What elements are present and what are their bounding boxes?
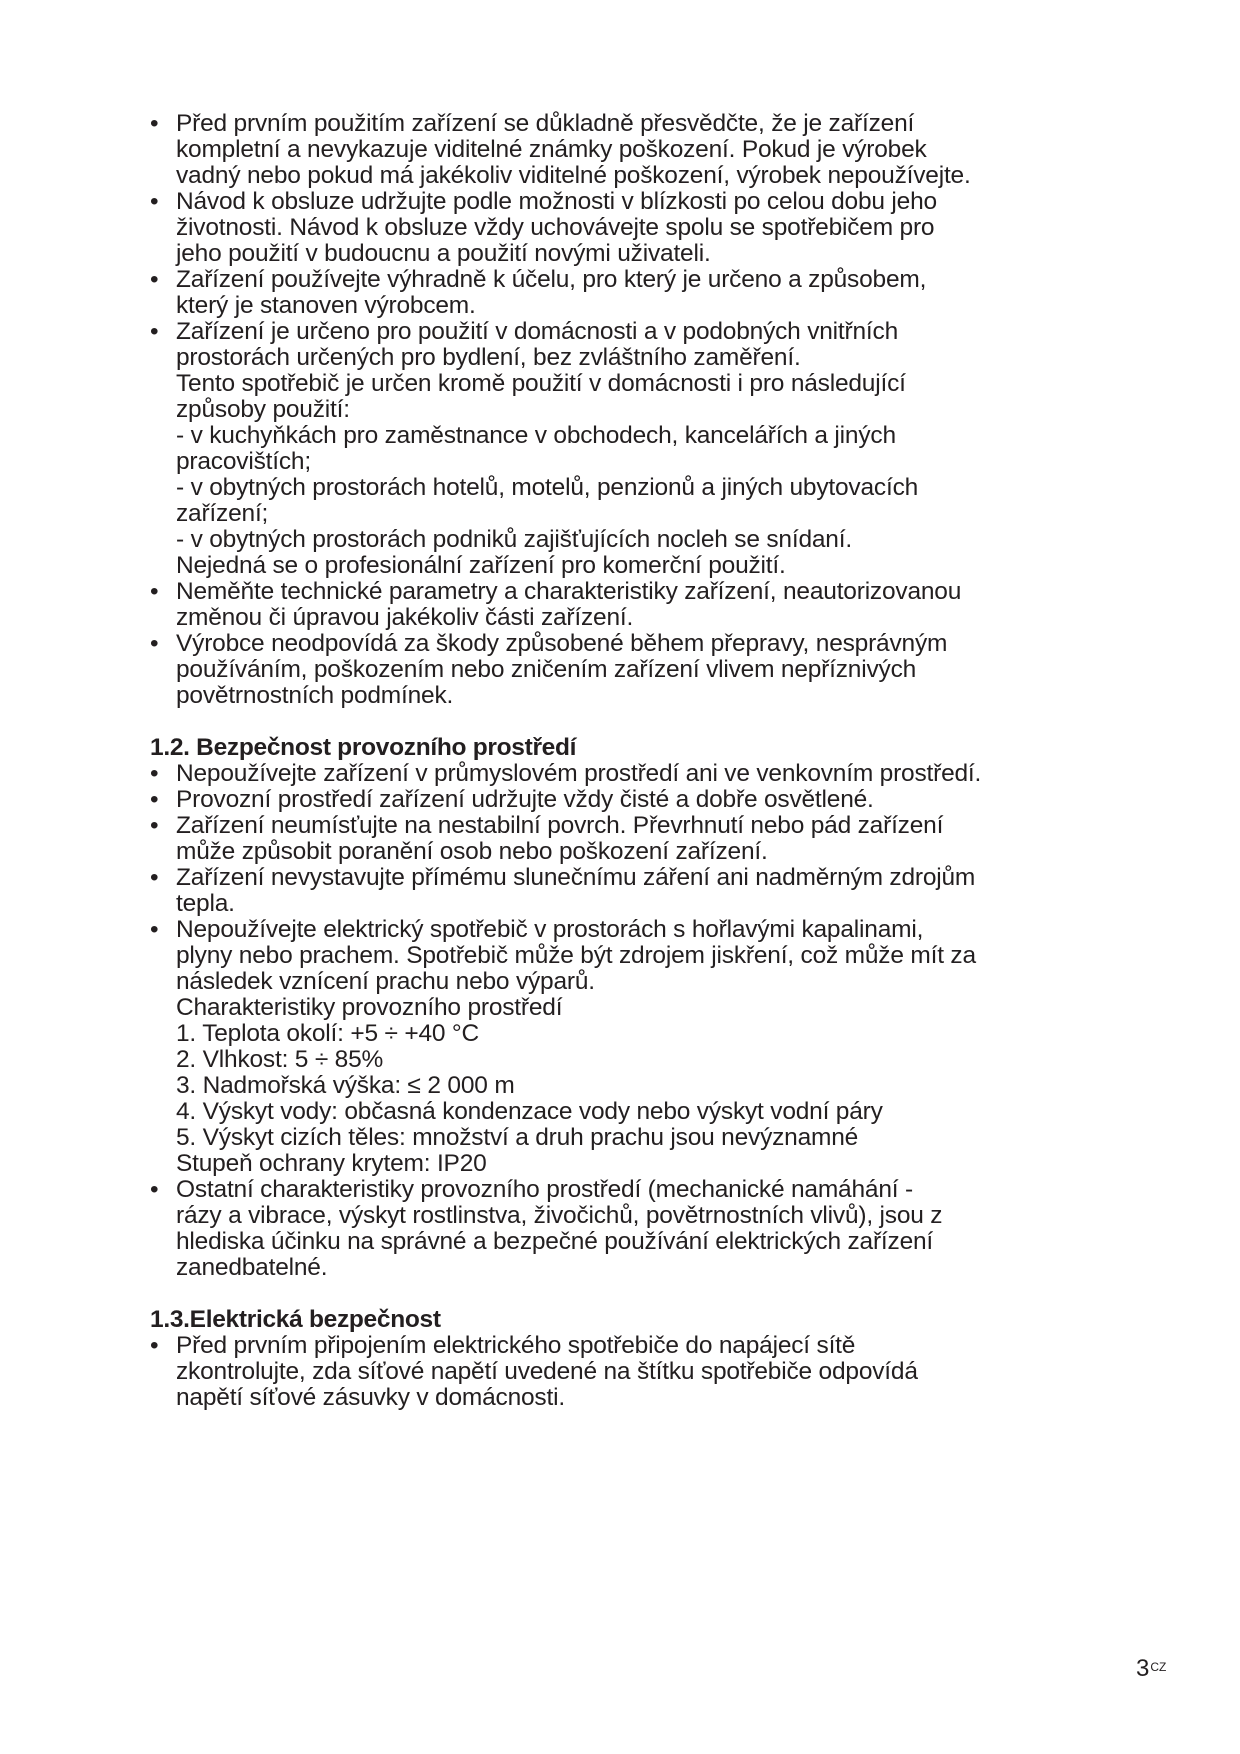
bullet-icon: •: [150, 110, 159, 137]
bullet-icon: •: [150, 1332, 159, 1359]
text-line: Zařízení používejte výhradně k účelu, pro který je určeno a způsobem,: [176, 266, 927, 293]
text-line: Charakteristiky provozního prostředí: [176, 994, 563, 1021]
text-line: Provozní prostředí zařízení udržujte vždy čisté a dobře osvětlené.: [176, 786, 874, 813]
list-item: [150, 865, 1160, 917]
list-item: [150, 813, 1160, 865]
text-line: tepla.: [176, 890, 235, 917]
text-line: Nepoužívejte elektrický spotřebič v prostorách s hořlavými kapalinami,: [176, 916, 924, 943]
text-line: životnosti. Návod k obsluze vždy uchovávejte spolu se spotřebičem pro: [176, 214, 935, 241]
section-spacer: [150, 1281, 1160, 1307]
text-line: Zařízení nevystavujte přímému slunečnímu záření ani nadměrným zdrojům: [176, 864, 976, 891]
text-line: jeho použití v budoucnu a použití novými uživateli.: [176, 240, 711, 267]
text-line: způsoby použití:: [176, 396, 350, 423]
text-line: Zařízení neumísťujte na nestabilní povrch. Převrhnutí nebo pád zařízení: [176, 812, 944, 839]
text-line: změnou či úpravou jakékoliv části zařízení.: [176, 604, 634, 631]
section-spacer: [150, 709, 1160, 735]
text-line: kompletní a nevykazuje viditelné známky poškození. Pokud je výrobek: [176, 136, 927, 163]
spec-temperature: 1. Teplota okolí: +5 ÷ +40 °C: [176, 1020, 480, 1047]
section-heading: 1.2. Bezpečnost provozního prostředí: [150, 734, 577, 761]
list-item: [150, 787, 1160, 813]
text-line: povětrnostních podmínek.: [176, 682, 454, 709]
text-line: rázy a vibrace, výskyt rostlinstva, živočichů, povětrnostních vlivů), jsou z: [176, 1202, 943, 1229]
text-line: napětí síťové zásuvky v domácnosti.: [176, 1384, 565, 1411]
spec-water: 4. Výskyt vody: občasná kondenzace vody nebo výskyt vodní páry: [176, 1098, 883, 1125]
bullet-icon: •: [150, 786, 159, 813]
text-line: následek vznícení prachu nebo výparů.: [176, 968, 595, 995]
bullet-icon: •: [150, 760, 159, 787]
text-line: Návod k obsluze udržujte podle možnosti v blízkosti po celou dobu jeho: [176, 188, 937, 215]
bullet-icon: •: [150, 188, 159, 215]
text-line: zanedbatelné.: [176, 1254, 328, 1281]
text-line: Zařízení je určeno pro použití v domácnosti a v podobných vnitřních: [176, 318, 898, 345]
spec-ip-rating: Stupeň ochrany krytem: IP20: [176, 1150, 487, 1177]
list-item: [150, 267, 1160, 319]
bullet-icon: •: [150, 318, 159, 345]
text-line: - v obytných prostorách podniků zajišťujících nocleh se snídaní.: [176, 526, 852, 553]
text-line: prostorách určených pro bydlení, bez zvláštního zaměření.: [176, 344, 801, 371]
list-item: [150, 319, 1160, 579]
list-item: [150, 917, 1160, 1177]
text-line: Ostatní charakteristiky provozního prostředí (mechanické namáhání -: [176, 1176, 913, 1203]
text-line: zkontrolujte, zda síťové napětí uvedené na štítku spotřebiče odpovídá: [176, 1358, 918, 1385]
spec-foreign-bodies: 5. Výskyt cizích těles: množství a druh prachu jsou nevýznamné: [176, 1124, 859, 1151]
list-item: [150, 579, 1160, 631]
text-line: který je stanoven výrobcem.: [176, 292, 476, 319]
bullet-list: [150, 761, 1160, 1281]
list-item: [150, 1177, 1160, 1281]
bullet-icon: •: [150, 578, 159, 605]
text-line: Tento spotřebič je určen kromě použití v domácnosti i pro následující: [176, 370, 906, 397]
page-number-value: 3: [1136, 1655, 1150, 1682]
text-line: Před prvním připojením elektrického spotřebiče do napájecí sítě: [176, 1332, 856, 1359]
bullet-icon: •: [150, 812, 159, 839]
bullet-icon: •: [150, 864, 159, 891]
text-line: Nejedná se o profesionální zařízení pro komerční použití.: [176, 552, 786, 579]
text-line: Neměňte technické parametry a charakteristiky zařízení, neautorizovanou: [176, 578, 962, 605]
bullet-icon: •: [150, 916, 159, 943]
spec-altitude: 3. Nadmořská výška: ≤ 2 000 m: [176, 1072, 515, 1099]
text-line: může způsobit poranění osob nebo poškození zařízení.: [176, 838, 768, 865]
bullet-list: [150, 111, 1160, 709]
text-line: používáním, poškozením nebo zničením zařízení vlivem nepříznivých: [176, 656, 917, 683]
list-item: [150, 189, 1160, 267]
section-electrical-safety: [150, 1307, 1160, 1411]
bullet-icon: •: [150, 1176, 159, 1203]
list-item: [150, 111, 1160, 189]
text-line: Před prvním použitím zařízení se důkladně přesvědčte, že je zařízení: [176, 110, 915, 137]
text-line: - v kuchyňkách pro zaměstnance v obchodech, kancelářích a jiných: [176, 422, 896, 449]
list-item: [150, 1333, 1160, 1411]
text-line: vadný nebo pokud má jakékoliv viditelné poškození, výrobek nepoužívejte.: [176, 162, 971, 189]
spec-humidity: 2. Vlhkost: 5 ÷ 85%: [176, 1046, 384, 1073]
text-line: Nepoužívejte zařízení v průmyslovém prostředí ani ve venkovním prostředí.: [176, 760, 982, 787]
page-language-code: CZ: [1150, 1660, 1167, 1674]
list-item: [150, 631, 1160, 709]
bullet-list: [150, 1333, 1160, 1411]
text-line: Výrobce neodpovídá za škody způsobené během přepravy, nesprávným: [176, 630, 948, 657]
document-page: [150, 111, 1160, 1411]
list-item: [150, 761, 1160, 787]
section-work-environment-safety: [150, 735, 1160, 1281]
text-line: hlediska účinku na správné a bezpečné používání elektrických zařízení: [176, 1228, 934, 1255]
page-number: [1136, 1656, 1166, 1682]
section-general-safety: [150, 111, 1160, 709]
text-line: zařízení;: [176, 500, 269, 527]
text-line: pracovištích;: [176, 448, 311, 475]
text-line: plyny nebo prachem. Spotřebič může být zdrojem jiskření, což může mít za: [176, 942, 976, 969]
text-line: - v obytných prostorách hotelů, motelů, penzionů a jiných ubytovacích: [176, 474, 919, 501]
bullet-icon: •: [150, 266, 159, 293]
section-heading: 1.3.Elektrická bezpečnost: [150, 1306, 441, 1333]
bullet-icon: •: [150, 630, 159, 657]
